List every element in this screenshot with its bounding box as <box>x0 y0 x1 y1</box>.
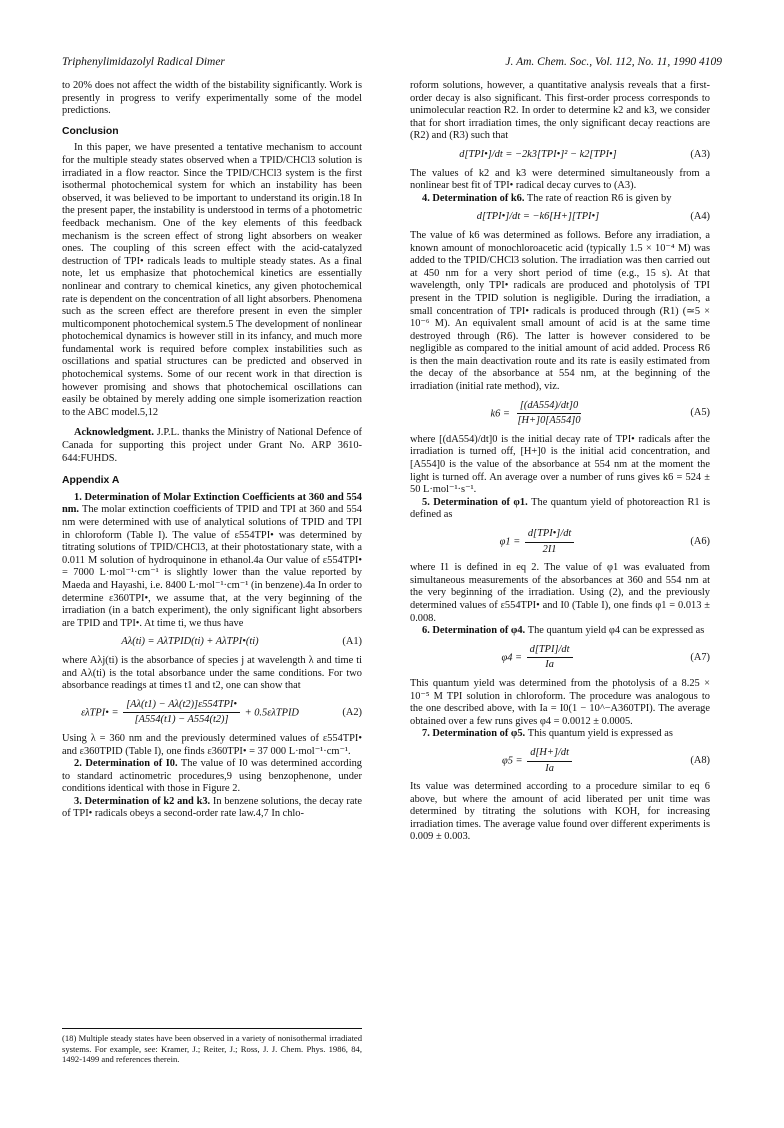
subsection-text: In benzene solutions, the decay rate of TPI• radicals obeys a second-order rate law.4,7 In chlo- <box>62 795 362 820</box>
paragraph <box>62 796 362 821</box>
left-column <box>62 80 362 821</box>
equation-number: (A1) <box>342 636 362 648</box>
acknowledgment-heading: Acknowledgment. <box>74 427 154 439</box>
subsection-text: The molar extinction coefficients of TPID and TPI at 360 and 554 nm were determined with use of analytical solutions of TPID and TPI in chloroform (Table I). The value of ε554TPI• was determined by titrating solutions of TPID/CHCl3, at their photostationary state, with a 0.011 M solution of hydroquinone in ethanol.4a Our value of ε554TPI• = 7000 L·mol⁻¹·cm⁻¹ is slightly lower than the value reported by Maeda and Hayashi, i.e. 8400 L·mol⁻¹·cm⁻¹ (in benzene).4a In order to determine ε360TPI•, we assume that, at the very beginning of the irradiation (in a batch experiment), the only significant light absorbers are TPID and TPI•. At time ti, we thus have <box>62 504 362 629</box>
subsection-text: The value of I0 was determined according to standard actinometric procedures,9 using benzophenone, under conditions identical with those in Figure 2. <box>62 758 363 795</box>
footnote-18: (18) Multiple steady states have been observed in a variety of nonisothermal irradiated systems. For example, see: Kramer, J.; Reiter, J.; Ross, J. J. Chem. Phys. 1986, 84, 1492-1499 and references therein. <box>62 1028 362 1065</box>
equation-number: (A3) <box>690 148 710 160</box>
equation-A8 <box>410 747 710 775</box>
paragraph: Using λ = 360 nm and the previously determined values of ε554TPI• and ε360TPID (Table I), one finds ε360TPI• = 37 000 L·mol⁻¹·cm⁻¹. <box>62 732 362 757</box>
fraction <box>527 644 573 672</box>
equation-A5 <box>410 400 710 428</box>
section-heading-conclusion: Conclusion <box>62 125 119 137</box>
paragraph <box>410 728 710 741</box>
numerator: d[H+]/dt <box>527 747 572 762</box>
equation-A4 <box>410 211 710 224</box>
equation-number: (A2) <box>342 706 362 718</box>
subsection-text: This quantum yield is expressed as <box>525 728 673 740</box>
equation-A1 <box>62 636 362 649</box>
paragraph: to 20% does not affect the width of the bistability significantly. Work is presently in progress to verify experimentally some of the model predictions. <box>62 80 362 117</box>
paragraph <box>410 193 710 206</box>
paragraph: In this paper, we have presented a tentative mechanism to account for the multiple steady states observed when a TPID/CHCl3 solution is irradiated in a flow reactor. Since the TPID/CHCl3 system is the first isothermal photochemical system for which an instability has been observed, it was believed to be important to understand its origin.18 In the present paper, the instability is understood in terms of a photometric feedback mechanism. One of the key elements of this feedback mechanism is the screen effect of strong light absorbers on weaker ones. The coupling of this screen effect with the acid-catalyzed destruction of TPI• radicals leads to multiple steady states. As a final note, let us emphasize that photochemical kinetics are essentially nonlinear and contrary to chemical kinetics, any given photochemical rate is dependent on the concentration of all light absorbers. Phenomena such as the screen effect are therefore present in even the simpler multicomponent photochemical system.5 The development of nonlinear photochemical dynamics is however still in its infancy, and much more fundamental work is required before complex instabilities such as oscillations and spatial structures can be predicted and observed in photochemical systems. Some of our recent work in that direction is however promising and shows that photochemical oscillations can easily be obtained by merely adding one simple isomerization reaction to the ABC model.5,12 <box>62 142 362 418</box>
equation-body <box>410 644 666 672</box>
equation-A7 <box>410 644 710 672</box>
equation-body <box>410 747 666 775</box>
fraction <box>515 400 584 428</box>
fraction <box>123 699 240 727</box>
right-column <box>410 80 710 844</box>
paragraph: roform solutions, however, a quantitative analysis reveals that a first-order decay is also significant. This first-order process corresponds to unimolecular reaction R2. In order to determine k2 and k3, we consider that for short irradiation times, the only significant decay reactions are (R2) and (R3) such that <box>410 80 710 142</box>
equation-lhs: φ4 = <box>501 652 523 664</box>
denominator: [H+]0[A554]0 <box>517 415 581 427</box>
subsection-text: The quantum yield of photoreaction R1 is defined as <box>410 496 710 521</box>
paragraph: This quantum yield was determined from the photolysis of a 8.25 × 10⁻⁵ M TPI solution in chloroform. The procedure was analogous to the one described above, with Ia = I0(1 − 10^−A360TPI). The average obtained over a few runs gives φ4 = 0.0012 ± 0.0005. <box>410 677 710 727</box>
acknowledgment-paragraph <box>62 427 362 465</box>
equation-body: d[TPI•]/dt = −k6[H+][TPI•] <box>476 211 600 223</box>
subsection-heading: 6. Determination of φ4. <box>422 625 526 637</box>
equation-A3 <box>410 149 710 162</box>
subsection-heading: 4. Determination of k6. <box>422 192 525 204</box>
paragraph <box>410 497 710 522</box>
fraction <box>527 747 572 775</box>
equation-number: (A6) <box>690 535 710 547</box>
equation-number: (A8) <box>690 754 710 766</box>
subsection-heading: 1. Determination of Molar Extinction Coefficients at 360 and 554 nm. <box>62 491 362 516</box>
running-header-title: Triphenylimidazolyl Radical Dimer <box>62 56 225 68</box>
paragraph <box>410 625 710 638</box>
numerator: d[TPI]/dt <box>527 644 573 659</box>
paragraph: where I1 is defined in eq 2. The value of φ1 was evaluated from simultaneous measurements of the absorbances at 360 and 554 nm at the very beginning of the irradiation. Using (2), and the previously determined values of ε554TPI• and I0 (Table I), one finds φ1 = 0.013 ± 0.008. <box>410 562 710 624</box>
equation-body <box>410 400 666 428</box>
subsection-text: The rate of reaction R6 is given by <box>524 192 672 204</box>
equation-body: d[TPI•]/dt = −2k3[TPI•]² − k2[TPI•] <box>459 148 617 160</box>
equation-A6 <box>410 528 710 556</box>
numerator: [(dA554)/dt]0 <box>517 400 581 415</box>
paragraph <box>62 758 362 796</box>
equation-body <box>410 528 666 556</box>
paragraph: The values of k2 and k3 were determined simultaneously from a nonlinear best fit of TPI• radical decay curves to (A3). <box>410 167 710 192</box>
acknowledgment-text: J.P.L. thanks the Ministry of National Defence of Canada for supporting this project under Grant No. ARP 3610-644:FUHDS. <box>62 427 362 464</box>
equation-rhs: + 0.5ελTPID <box>244 707 299 719</box>
equation-number: (A4) <box>690 211 710 223</box>
paragraph: Its value was determined according to a procedure similar to eq 6 above, but where the amount of acid liberated per unit time was determined by titrating the solutions with KOH, for increasing irradiation times. The average value found over different experiments is 0.009 ± 0.003. <box>410 781 710 843</box>
subsection-text: The quantum yield φ4 can be expressed as <box>525 625 705 637</box>
equation-body: Aλ(ti) = AλTPID(ti) + AλTPI•(ti) <box>121 636 259 648</box>
subsection-heading: 3. Determination of k2 and k3. <box>74 795 211 807</box>
equation-number: (A5) <box>690 407 710 419</box>
subsection-heading: 7. Determination of φ5. <box>422 728 526 740</box>
numerator: d[TPI•]/dt <box>525 528 574 543</box>
paragraph <box>62 492 362 631</box>
denominator: 2I1 <box>542 543 557 555</box>
denominator: Ia <box>545 762 554 774</box>
equation-lhs: k6 = <box>490 408 510 420</box>
equation-lhs: φ1 = <box>499 536 521 548</box>
paragraph: The value of k6 was determined as follows. Before any irradiation, a known amount of monochloroacetic acid (typically 1.5 × 10⁻⁴ M) was added to the TPID/CHCl3 solution. The irradiation was then carried out at 450 nm for a very short period of time (e.g., 15 s). At that wavelength, only TPI• radicals are produced and photolysis of TPI present in the TPID solution is negligible. During the irradiation, a small concentration of TPI• radicals is produced through (R1) (≃5 × 10⁻⁶ M). An equivalent small amount of acid is at the same time destroyed through (R6). The latter is however considered to be negligible as compared to the initial amount of acid added. Process R6 is then the main deactivation route and its rate is easily estimated from the decay of the absorbance at 554 nm, at the beginning of the irradiation (initial rate method), viz. <box>410 229 710 393</box>
paragraph: where Aλj(ti) is the absorbance of species j at wavelength λ and time ti and Aλ(ti) is the total absorbance under the same conditions. For two absorbance readings at times t1 and t2, one can show that <box>62 654 362 692</box>
denominator: Ia <box>545 659 554 671</box>
fraction <box>525 528 574 556</box>
section-heading-appendix: Appendix A <box>62 475 120 487</box>
equation-A2 <box>62 699 362 727</box>
subsection-heading: 2. Determination of I0. <box>74 758 178 770</box>
numerator: [Aλ(t1) − Aλ(t2)]ε554TPI• <box>123 699 240 714</box>
equation-lhs: ελTPI• = <box>81 707 119 719</box>
paragraph: where [(dA554)/dt]0 is the initial decay rate of TPI• radicals after the irradiation is turned off, [H+]0 is the initial acid concentration, and [A554]0 is the value of the absorbance at 554 nm at the moment the light is turned off. An average over a number of runs gives k6 = 524 ± 50 L·mol⁻¹·s⁻¹. <box>410 433 710 496</box>
equation-lhs: φ5 = <box>502 755 523 767</box>
equation-number: (A7) <box>690 651 710 663</box>
equation-body <box>62 699 318 727</box>
denominator: [A554(t1) − A554(t2)] <box>134 714 229 726</box>
running-header-journal: J. Am. Chem. Soc., Vol. 112, No. 11, 1990 4109 <box>505 56 722 68</box>
subsection-heading: 5. Determination of φ1. <box>422 496 528 508</box>
